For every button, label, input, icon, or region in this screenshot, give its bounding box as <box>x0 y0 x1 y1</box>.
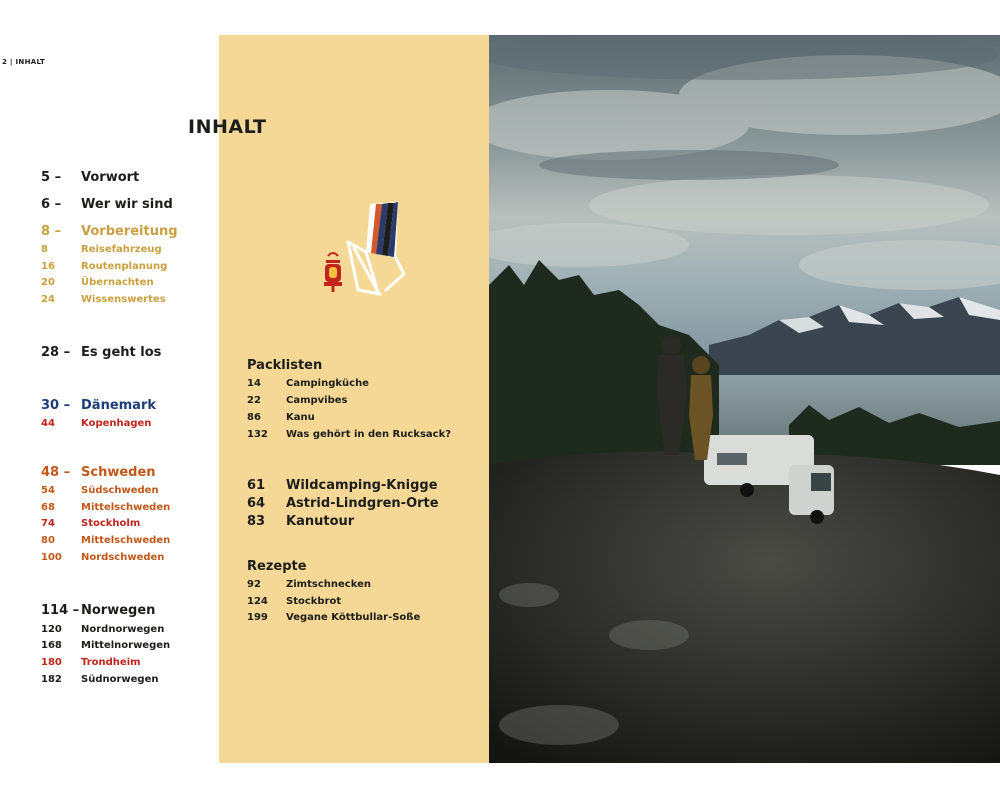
packlisten-heading: Packlisten <box>247 358 323 373</box>
running-head: 2 | INHALT <box>2 58 46 66</box>
chair-lantern-illustration <box>318 200 408 300</box>
rezepte-heading: Rezepte <box>247 559 307 574</box>
lantern-icon <box>324 253 342 292</box>
landscape-photo <box>489 35 1000 763</box>
page-title: INHALT <box>188 116 267 138</box>
folding-chair-icon <box>348 202 404 294</box>
